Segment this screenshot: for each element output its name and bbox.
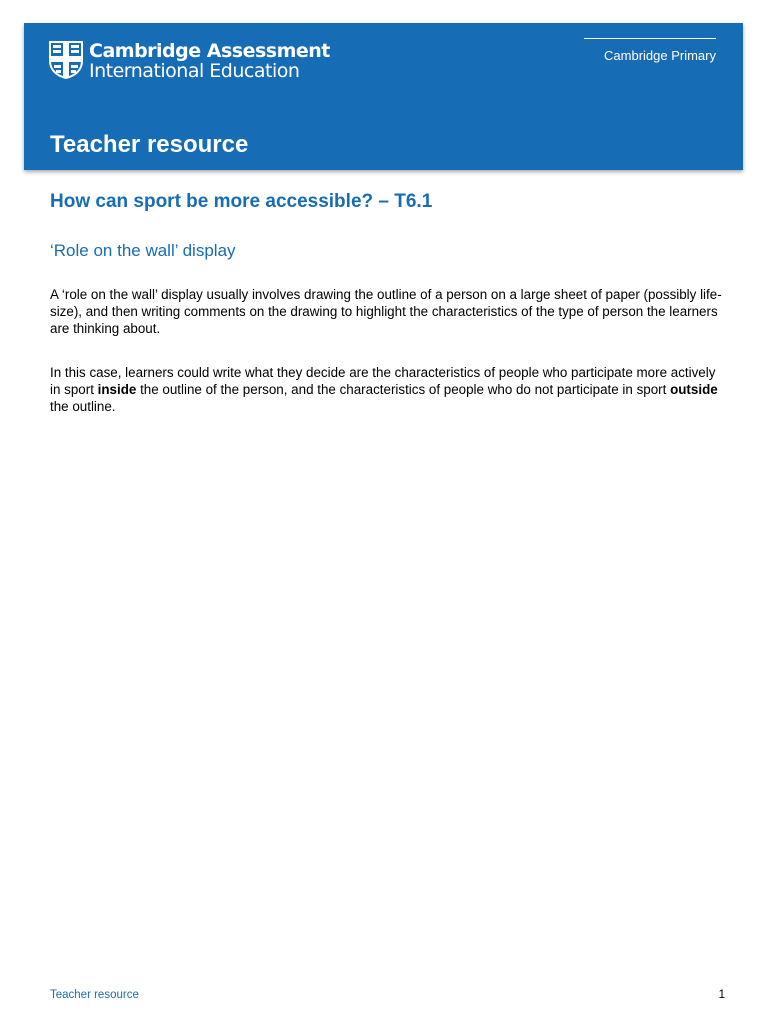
paragraph-intro: A ‘role on the wall’ display usually involves drawing the outline of a person on a large sheet of paper (possibly life-size), and then writing comments on the drawing to highlight the characteristics of the type of person the learners are thinking about. bbox=[50, 287, 722, 336]
paragraph-text: the outline. bbox=[50, 399, 116, 414]
header-banner bbox=[24, 23, 743, 170]
banner-title: Teacher resource bbox=[50, 131, 249, 158]
paragraph-text: the outline of the person, and the characteristics of people who do not participate in sport bbox=[136, 382, 671, 397]
logo-wordmark bbox=[89, 41, 330, 81]
bold-term-inside: inside bbox=[97, 382, 137, 397]
tagline-rule bbox=[584, 38, 716, 39]
paragraph-instructions bbox=[50, 364, 725, 415]
footer-label: Teacher resource bbox=[50, 989, 139, 1001]
cambridge-shield-icon bbox=[49, 41, 83, 79]
cambridge-logo bbox=[49, 41, 330, 81]
page-title: How can sport be more accessible? – T6.1 bbox=[50, 191, 433, 212]
bold-term-outside: outside bbox=[670, 382, 718, 397]
page-number: 1 bbox=[718, 989, 725, 1001]
logo-line-1: Cambridge Assessment bbox=[89, 40, 330, 62]
section-heading: ‘Role on the wall’ display bbox=[50, 241, 236, 260]
logo-line-2: International Education bbox=[89, 60, 300, 82]
tagline: Cambridge Primary bbox=[604, 48, 716, 63]
paragraph-text: In this case, learners could write what they decide are the characteristics of people who participate more actively in sport bbox=[50, 365, 716, 397]
